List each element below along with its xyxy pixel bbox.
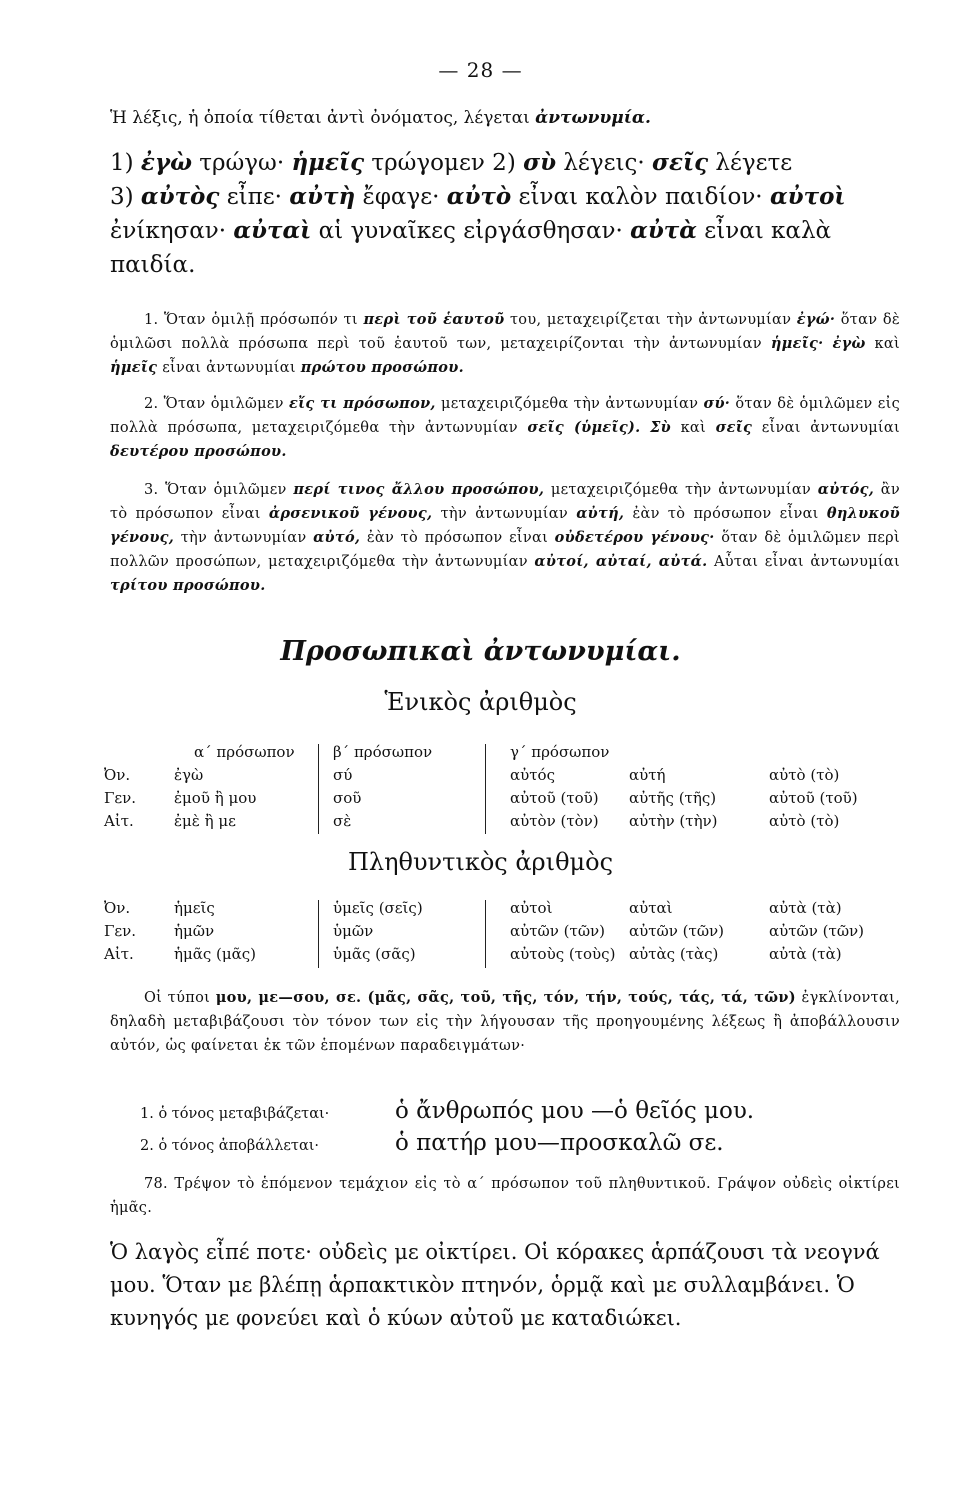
intro-sentence [110,108,900,128]
emph: περί τινος ἄλλου προσώπου, [293,481,545,498]
text: του, μεταχειρίζεται τὴν ἀντωνυμίαν [504,312,797,328]
header-third-person: γ΄ πρόσωπον [510,743,610,761]
plural-table [100,898,900,967]
cell: αὐταὶ [629,899,673,917]
pronoun: σὺ [523,149,557,176]
pronoun: αὐταὶ [233,217,312,244]
plural-heading: Πληθυντικὸς ἀριθμὸς [347,848,614,876]
text: εἶναι ἀντωνυμίαι [752,420,900,436]
text: τρώγομεν 2) [364,150,524,176]
cell: σοῦ [333,789,362,807]
cell: αὐτὰ (τὰ) [769,945,842,963]
table-row [100,765,900,788]
text: 3. Ὅταν ὁμιλῶμεν [144,482,294,498]
cell: σὲ [333,812,352,830]
accent-example-1 [140,1098,900,1124]
paragraph-enclitics [110,986,900,1058]
emph: αὐτό, [313,529,361,546]
emph: ἐγώ· [796,311,836,328]
case-label: Ὀν. [104,899,131,917]
example-value: ὁ πατήρ μου—προσκαλῶ σε. [395,1130,724,1156]
text: 3) [110,184,141,210]
emph: σύ· [703,395,731,412]
text: εἶναι καλὸν παιδίον· [511,184,770,210]
column-divider [318,900,319,968]
paragraph-first-person [110,308,900,380]
text: 1. Ὅταν ὁμιλῇ πρόσωπόν τι [144,312,364,328]
examples-line-4: παιδία. [110,252,196,278]
intro-term: ἀντωνυμία. [535,108,651,128]
text: μεταχειριζόμεθα τὴν ἀντωνυμίαν [435,396,704,412]
text: τὴν ἀντωνυμίαν [174,530,314,546]
emph: τρίτου προσώπου. [110,577,266,594]
text: ἐὰν τὸ πρόσωπον εἶναι [360,530,555,546]
case-label: Γεν. [104,922,137,940]
case-label: Αἰτ. [104,812,134,830]
emph: δευτέρου προσώπου. [110,443,287,460]
cell: αὐτοὺς (τοὺς) [510,945,616,963]
emph: αὐτοί, αὐταί, αὐτά. [534,553,708,570]
text: Οἱ τύποι [144,990,216,1006]
text: ἐνίκησαν· [110,218,234,244]
accent-example-2 [140,1130,900,1156]
text: 2. Ὅταν ὁμιλῶμεν [144,396,289,412]
cell: αὐτὰς (τὰς) [629,945,719,963]
example-label: 2. ὁ τόνος ἀποβάλλεται· [140,1138,320,1154]
text: 1) [110,150,141,176]
emph: αὐτός, [817,481,875,498]
case-label: Ὀν. [104,766,131,784]
cell: αὐτὸ (τὸ) [769,812,840,830]
emph: πρώτου προσώπου. [300,359,464,376]
cell: ἐγὼ [174,766,204,784]
emph: εἴς τι πρόσωπον, [288,395,436,412]
column-divider [485,744,486,834]
example-value: ὁ ἄνθρωπός μου —ὁ θεῖός μου. [395,1098,755,1124]
text: τρώγω· [192,150,292,176]
cell: αὐτῶν (τῶν) [510,922,606,940]
emph: οὐδετέρου γένους· [554,529,715,546]
cell: αὐτῶν (τῶν) [769,922,865,940]
text [640,420,650,436]
text: ἐὰν τὸ πρόσωπον εἶναι [624,506,827,522]
examples-block [110,146,900,282]
example-label: 1. ὁ τόνος μεταβιβάζεται· [140,1106,330,1122]
intro-text: Ἡ λέξις, ἡ ὁποία τίθεται ἀντὶ ὀνόματος, λέγεται [110,108,530,128]
emph: σεῖς [715,419,753,436]
table-row [100,898,900,921]
table-row [100,788,900,811]
cell: ἡμᾶς (μᾶς) [174,945,257,963]
emph: ἡμεῖς· [770,335,824,352]
singular-heading: Ἑνικὸς ἀριθμὸς [384,688,577,716]
section-heading: Προσωπικαὶ ἀντωνυμίαι. [280,636,681,667]
text: ἂν τὸ πρόσωπον εἶναι [110,482,900,522]
singular-table [100,742,900,834]
text: ὅταν δὲ ὁμιλῶμεν περὶ πολλῶν προσώπων, μεταχειριζόμεθα τὴν ἀντωνυμίαν [110,530,900,570]
emph: ἐγὼ [832,335,866,352]
text: ἔφαγε· [355,184,447,210]
pronoun: αὐτὸ [446,183,512,210]
table-header-row [100,742,900,765]
text: καὶ [865,336,900,352]
text: λέγεις· [556,150,653,176]
pronoun: ἐγὼ [140,149,192,176]
text: εἶπε· [219,184,290,210]
text: αἱ γυναῖκες εἰργάσθησαν· [311,218,631,244]
text: ἐγκλίνονται, δηλαδὴ μεταβιβάζουσι τὸν τόνον των εἰς τὴν λήγουσαν τῆς προηγουμένης λέξεως ἢ ἀποβάλλουσιν αὐτόν, ὡς φαίνεται ἐκ τῶν ἑπομένων παραδειγμάτων· [110,990,900,1054]
text: μεταχειριζόμεθα τὴν ἀντωνυμίαν [544,482,818,498]
cell: αὐτὸ (τὸ) [769,766,840,784]
examples-line-2 [110,180,900,214]
text: 78. Τρέψον τὸ ἑπόμενον τεμάχιον εἰς τὸ α΄ πρόσωπον τοῦ πληθυντικοῦ. Γράψον οὐδεὶς οἰκτίρει ἡμᾶς. [110,1176,900,1216]
header-second-person: β΄ πρόσωπον [333,743,433,761]
emph: Σὺ [650,419,671,436]
cell: ὑμᾶς (σᾶς) [333,945,416,963]
emph: ἀρσενικοῦ γένους, [268,505,433,522]
case-label: Αἰτ. [104,945,134,963]
exercise-passage: Ὁ λαγὸς εἶπέ ποτε· οὐδεὶς με οἰκτίρει. Οἱ κόρακες ἁρπάζουσι τὰ νεογνά μου. Ὅταν με βλέπῃ ἁρπακτικὸν πτηνόν, ὁρμᾷ καὶ με συλλαμβάνει. Ὁ κυνηγός με φονεύει καὶ ὁ κύων αὐτοῦ με καταδιώκει. [110,1240,880,1330]
text: τὴν ἀντωνυμίαν [432,506,577,522]
page-number: — 28 — [438,58,523,82]
pronoun: αὐτὴ [289,183,356,210]
cell: αὐτὸν (τὸν) [510,812,599,830]
table-row [100,944,900,967]
table-row [100,921,900,944]
cell: αὐτοὶ [510,899,553,917]
emph: αὐτή, [576,505,625,522]
cell: αὐτῆς (τῆς) [629,789,717,807]
cell: ἡμῶν [174,922,215,940]
cell: ἐμὲ ἢ με [174,812,236,830]
text: καὶ [670,420,716,436]
cell: ὑμῶν [333,922,374,940]
header-first-person: α΄ πρόσωπον [194,743,295,761]
cell: ἐμοῦ ἢ μου [174,789,257,807]
table-row [100,811,900,834]
text: ὅταν δὲ ὁμιλῶμεν εἰς πολλὰ πρόσωπα, μεταχειριζόμεθα τὴν ἀντωνυμίαν [110,396,900,436]
examples-line-3 [110,214,900,248]
pronoun: ἡμεῖς [291,149,365,176]
cell: ὑμεῖς (σεῖς) [333,899,423,917]
paragraph-second-person [110,392,900,464]
paragraph-third-person [110,478,900,598]
cell: σύ [333,766,353,784]
emph: θηλυκοῦ γένους, [110,505,900,546]
cell: ἡμεῖς [174,899,215,917]
text: εἶναι ἀντωνυμίαι [157,360,301,376]
cell: αὐτὰ (τὰ) [769,899,842,917]
text: ὅταν δὲ ὁμιλῶσι πολλὰ πρόσωπα περὶ τοῦ ἑαυτοῦ των, μεταχειρίζονται τὴν ἀντωνυμίαν [110,312,900,352]
emph: ἡμεῖς [110,359,158,376]
column-divider [318,744,319,834]
cell: αὐτή [629,766,666,784]
text: εἶναι καλὰ [696,218,832,244]
text: λέγετε [708,150,793,176]
pronoun: αὐτὰ [630,217,697,244]
pronoun: αὐτὸς [140,183,220,210]
text: Αὗται εἶναι ἀντωνυμίαι [707,554,900,570]
cell: αὐτοῦ (τοῦ) [769,789,858,807]
cell: αὐτὴν (τὴν) [629,812,718,830]
case-label: Γεν. [104,789,137,807]
cell: αὐτῶν (τῶν) [629,922,725,940]
pronoun: αὐτοὶ [769,183,846,210]
enclitic-forms: μου, με—σου, σε. (μᾶς, σᾶς, τοῦ, τῆς, τόν, τήν, τούς, τάς, τά, τῶν) [215,989,796,1006]
cell: αὐτός [510,766,555,784]
emph: περὶ τοῦ ἑαυτοῦ [363,311,505,328]
column-divider [485,900,486,968]
examples-line-1 [110,146,900,180]
pronoun: σεῖς [652,149,709,176]
exercise-instruction [110,1172,900,1220]
emph: σεῖς (ὑμεῖς). [527,419,641,436]
cell: αὐτοῦ (τοῦ) [510,789,599,807]
